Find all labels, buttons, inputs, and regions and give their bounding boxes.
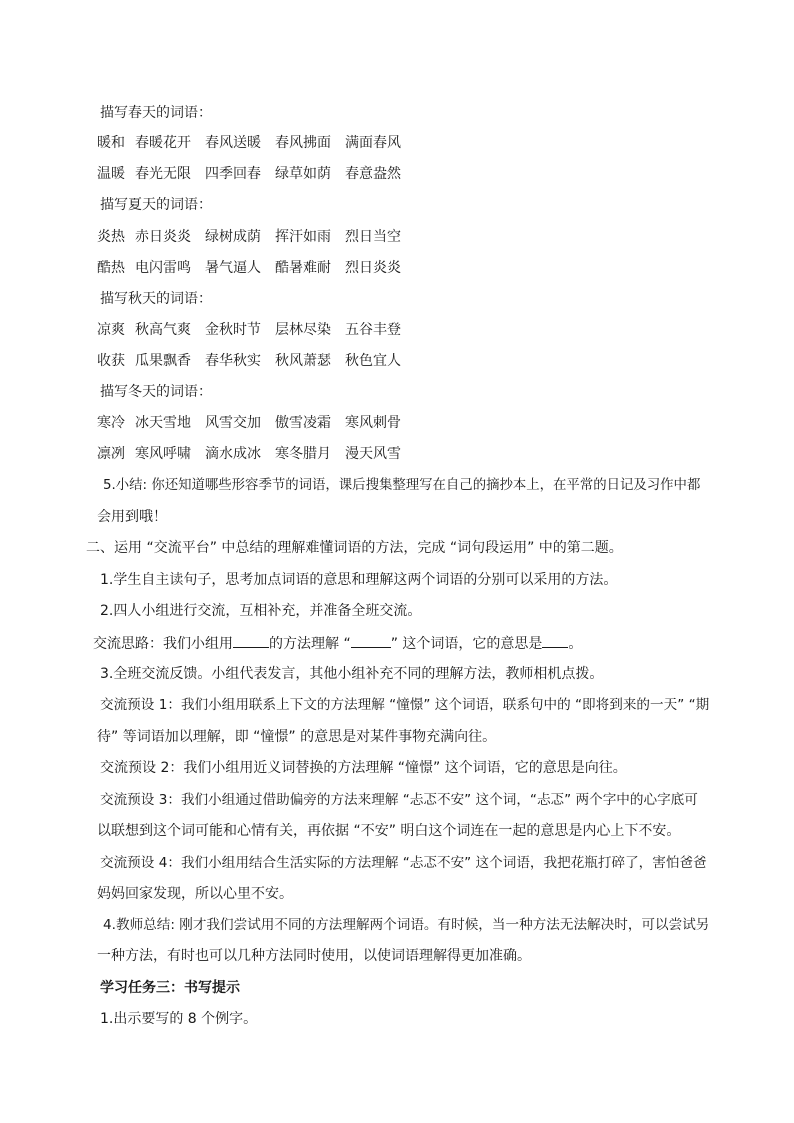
preset-3-line-1: 交流预设 3：我们小组通过借助偏旁的方法来理解 “忐忑不安” 这个词，“忐忑” 两个字中的心字底可 [100, 792, 698, 808]
word: 冰天雪地 [135, 415, 191, 431]
word-blank[interactable] [351, 633, 391, 648]
word: 寒风呼啸 [135, 446, 191, 462]
word: 风雪交加 [205, 415, 261, 431]
task-3-step-1: 1.出示要写的 8 个例字。 [100, 1011, 258, 1027]
word: 凛冽 [97, 446, 125, 462]
autumn-word-row-1 [97, 320, 415, 340]
word: 春意盎然 [345, 166, 401, 182]
autumn-heading: 描写秋天的词语： [100, 291, 212, 307]
word: 炎热 [97, 229, 125, 245]
word: 春光无限 [135, 166, 191, 182]
word: 秋高气爽 [135, 322, 191, 338]
word: 瓜果飘香 [135, 353, 191, 369]
task-3-title: 学习任务三：书写提示 [100, 980, 240, 996]
section-2-title: 二、运用 “交流平台” 中总结的理解难懂词语的方法，完成 “词句段运用” 中的第二题。 [86, 540, 623, 556]
winter-word-row-2 [97, 444, 415, 464]
preset-3-line-2: 以联想到这个词可能和心情有关，再依据 “不安” 明白这个词连在一起的意思是内心上下不安。 [97, 823, 681, 839]
summary-5-line-1: 5.小结: 你还知道哪些形容季节的词语，课后搜集整理写在自己的摘抄本上，在平常的日记及习作中都 [103, 478, 701, 493]
word: 收获 [97, 353, 125, 369]
exchange-idea-template [93, 633, 582, 654]
section-2-step-2: 2.四人小组进行交流，互相补充，并准备全班交流。 [100, 603, 422, 619]
word: 春风拂面 [275, 135, 331, 151]
meaning-blank[interactable] [542, 633, 568, 648]
word: 秋色宜人 [345, 353, 401, 369]
autumn-word-row-2 [97, 351, 415, 371]
exchange-idea-part-2: 的方法理解 “ [269, 636, 351, 652]
summer-word-row-1 [97, 227, 415, 247]
teacher-summary-line-2: 一种方法，有时也可以几种方法同时使用，以使词语理解得更加准确。 [97, 948, 531, 964]
preset-4-line-2: 妈妈回家发现，所以心里不安。 [97, 886, 293, 902]
word: 电闪雷鸣 [135, 260, 191, 276]
word: 五谷丰登 [345, 322, 401, 338]
word: 寒冷 [97, 415, 125, 431]
exchange-idea-part-4: 。 [568, 636, 583, 652]
preset-2: 交流预设 2：我们小组用近义词替换的方法理解 “憧憬” 这个词语，它的意思是向往。 [100, 760, 627, 776]
word: 烈日炎炎 [345, 260, 401, 276]
word: 绿草如荫 [275, 166, 331, 182]
word: 酷暑难耐 [275, 260, 331, 276]
word: 寒风刺骨 [345, 415, 401, 431]
method-blank[interactable] [233, 633, 269, 648]
exchange-idea-part-3: ” 这个词语，它的意思是 [390, 636, 543, 652]
word: 春暖花开 [135, 135, 191, 151]
word: 暑气逼人 [205, 260, 261, 276]
preset-1-line-1: 交流预设 1：我们小组用联系上下文的方法理解 “憧憬” 这个词语，联系句中的 “即将到来的一天” “期 [100, 697, 710, 713]
teacher-summary-line-1: 4.教师总结: 刚才我们尝试用不同的方法理解两个词语。有时候，当一种方法无法解决时，可以尝试另 [103, 917, 710, 933]
word: 暖和 [97, 135, 125, 151]
word: 挥汗如雨 [275, 229, 331, 245]
word: 酷热 [97, 260, 125, 276]
winter-heading: 描写冬天的词语： [100, 384, 212, 400]
section-2-step-1: 1.学生自主读句子，思考加点词语的意思和理解这两个词语的分别可以采用的方法。 [100, 572, 618, 588]
word: 满面春风 [345, 135, 401, 151]
word: 烈日当空 [345, 229, 401, 245]
word: 滴水成冰 [205, 446, 261, 462]
summer-heading: 描写夏天的词语： [100, 197, 212, 213]
word: 寒冬腊月 [275, 446, 331, 462]
spring-word-row-2 [97, 164, 415, 184]
spring-heading: 描写春天的词语： [100, 105, 212, 121]
preset-1-line-2: 待” 等词语加以理解，即 “憧憬” 的意思是对某件事物充满向往。 [97, 729, 497, 745]
word: 赤日炎炎 [135, 229, 191, 245]
summer-word-row-2 [97, 258, 415, 278]
word: 凉爽 [97, 322, 125, 338]
exchange-idea-part-1: 交流思路：我们小组用 [93, 636, 233, 652]
word: 傲雪凌霜 [275, 415, 331, 431]
word: 春华秋实 [205, 353, 261, 369]
summary-5-line-2: 会用到哦！ [97, 509, 167, 525]
word: 四季回春 [205, 166, 261, 182]
word: 金秋时节 [205, 322, 261, 338]
spring-word-row-1 [97, 133, 415, 153]
word: 绿树成荫 [205, 229, 261, 245]
word: 漫天风雪 [345, 446, 401, 462]
word: 秋风萧瑟 [275, 353, 331, 369]
section-2-step-3: 3.全班交流反馈。小组代表发言，其他小组补充不同的理解方法，教师相机点拨。 [100, 666, 604, 682]
word: 层林尽染 [275, 322, 331, 338]
winter-word-row-1 [97, 413, 415, 433]
word: 温暖 [97, 166, 125, 182]
preset-4-line-1: 交流预设 4：我们小组用结合生活实际的方法理解 “忐忑不安” 这个词语，我把花瓶打碎了，害怕爸爸 [100, 855, 707, 871]
word: 春风送暖 [205, 135, 261, 151]
